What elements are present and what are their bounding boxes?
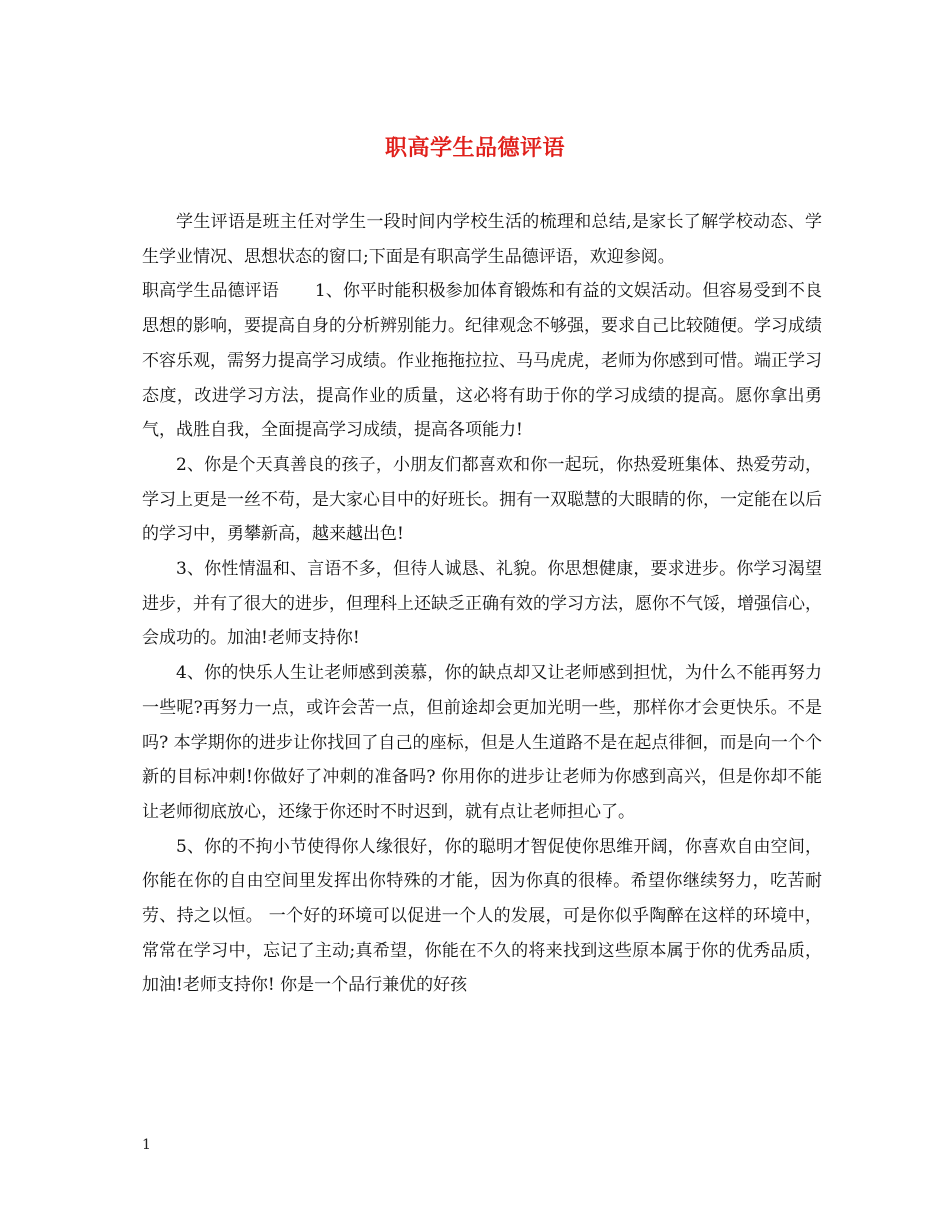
document-title: 职高学生品德评语 xyxy=(384,135,565,161)
first-comment-paragraph xyxy=(142,274,822,448)
document-body xyxy=(142,205,822,1003)
comment-1: 1、你平时能积极参加体育锻炼和有益的文娱活动。但容易受到不良思想的影响，要提高自身的分析辨别能力。纪律观念不够强，要求自己比较随便。学习成绩不容乐观，需努力提高学习成绩。作业拖拖拉拉、马马虎虎，老师为你感到可惜。端正学习态度，改进学习方法，提高作业的质量，这必将有助于你的学习成绩的提高。愿你拿出勇气，战胜自我，全面提高学习成绩，提高各项能力! xyxy=(142,281,822,441)
comment-4: 4、你的快乐人生让老师感到羡慕，你的缺点却又让老师感到担忧，为什么不能再努力一些呢?再努力一点，或许会苦一点，但前途却会更加光明一些，那样你才会更快乐。不是吗? 本学期你的进步让你找回了自己的座标，但是人生道路不是在起点徘徊，而是向一个个新的目标冲刺!你做好了冲刺的准备吗? 你用你的进步让老师为你感到高兴，但是你却不能让老师彻底放心，还缘于你还时不时迟到，就有点让老师担心了。 xyxy=(142,663,822,822)
section-heading: 职高学生品德评语 xyxy=(142,281,279,302)
comment-5: 5、你的不拘小节使得你人缘很好，你的聪明才智促使你思维开阔，你喜欢自由空间，你能在你的自由空间里发挥出你特殊的才能，因为你真的很棒。希望你继续努力，吃苦耐劳、持之以恒。 一个好的环境可以促进一个人的发展，可是你似乎陶醉在这样的环境中，常常在学习中，忘记了主动;真希望，你能在不久的将来找到这些原本属于你的优秀品质，加油!老师支持你! 你是一个品行兼优的好孩 xyxy=(142,836,822,996)
intro-paragraph: 学生评语是班主任对学生一段时间内学校生活的梳理和总结,是家长了解学校动态、学生学业情况、思想状态的窗口;下面是有职高学生品德评语，欢迎参阅。 xyxy=(142,212,822,267)
comment-3: 3、你性情温和、言语不多，但待人诚恳、礼貌。你思想健康，要求进步。你学习渴望进步，并有了很大的进步，但理科上还缺乏正确有效的学习方法，愿你不气馁，增强信心，会成功的。加油!老师支持你! xyxy=(142,559,822,649)
page-number: 1 xyxy=(142,1137,151,1153)
comment-2: 2、你是个天真善良的孩子，小朋友们都喜欢和你一起玩，你热爱班集体、热爱劳动，学习上更是一丝不苟，是大家心目中的好班长。拥有一双聪慧的大眼睛的你，一定能在以后的学习中，勇攀新高，越来越出色! xyxy=(142,454,822,545)
